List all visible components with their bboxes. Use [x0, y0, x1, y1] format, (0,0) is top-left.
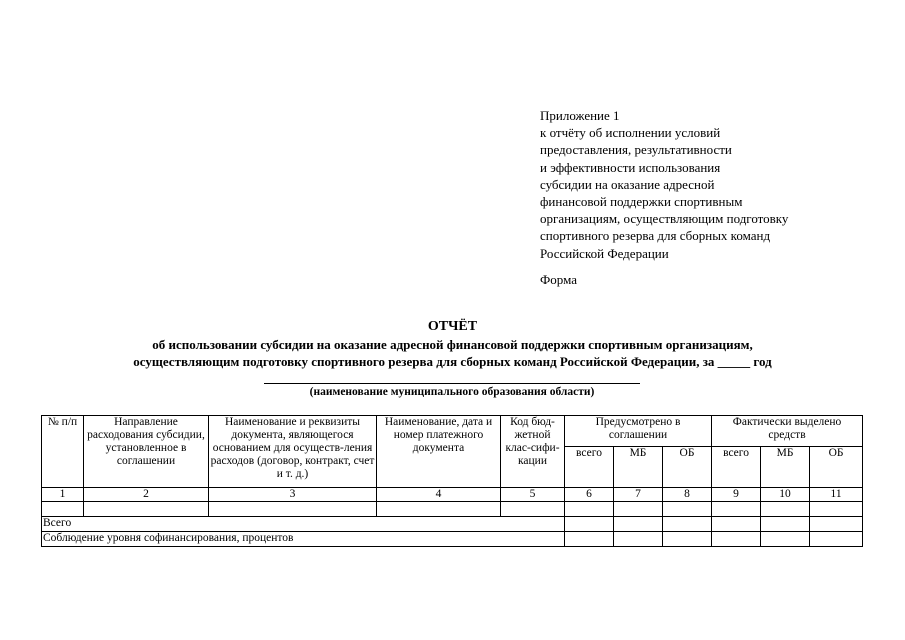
data-cell[interactable] — [663, 502, 712, 517]
data-cell[interactable] — [614, 502, 663, 517]
appendix-line: и эффективности использования — [540, 159, 721, 175]
data-cell[interactable] — [712, 502, 761, 517]
cofinancing-cell[interactable] — [712, 532, 761, 547]
column-number: 8 — [663, 488, 712, 502]
column-number: 4 — [377, 488, 501, 502]
data-cell[interactable] — [42, 502, 84, 517]
data-cell[interactable] — [761, 502, 810, 517]
sub-header-planned-ob: ОБ — [663, 447, 712, 488]
appendix-line: субсидии на оказание адресной — [540, 176, 715, 192]
total-cell[interactable] — [712, 517, 761, 532]
appendix-header — [540, 107, 788, 262]
cofinancing-label: Соблюдение уровня софинансирования, процентов — [42, 532, 565, 547]
total-label: Всего — [42, 517, 565, 532]
header-code: Код бюд-жетной клас-сифи-кации — [501, 416, 565, 488]
report-subtitle-line-2: осуществляющим подготовку спортивного резерва для сборных команд Российской Федерации, за _____ год — [133, 354, 772, 369]
data-cell[interactable] — [501, 502, 565, 517]
appendix-line: Российской Федерации — [540, 245, 669, 261]
report-title: ОТЧЁТ — [427, 319, 478, 334]
appendix-line: предоставления, результативности — [540, 142, 732, 158]
sub-header-actual-total: всего — [712, 447, 761, 488]
total-cell[interactable] — [614, 517, 663, 532]
form-label: Форма — [540, 272, 577, 287]
sub-header-actual-ob: ОБ — [810, 447, 863, 488]
cofinancing-cell[interactable] — [810, 532, 863, 547]
data-cell[interactable] — [209, 502, 377, 517]
header-row — [42, 416, 863, 447]
total-cell[interactable] — [761, 517, 810, 532]
cofinancing-row — [42, 532, 863, 547]
data-cell[interactable] — [810, 502, 863, 517]
header-actual: Фактически выделено средств — [712, 416, 863, 447]
cofinancing-cell[interactable] — [663, 532, 712, 547]
column-number: 9 — [712, 488, 761, 502]
data-cell[interactable] — [565, 502, 614, 517]
total-cell[interactable] — [565, 517, 614, 532]
header-payment: Наименование, дата и номер платежного документа — [377, 416, 501, 488]
data-cell[interactable] — [377, 502, 501, 517]
column-number: 1 — [42, 488, 84, 502]
column-number: 10 — [761, 488, 810, 502]
header-document: Наименование и реквизиты документа, являющегося основанием для осуществ-ления расходов (договор, контракт, счет и т. д.) — [209, 416, 377, 488]
cofinancing-cell[interactable] — [614, 532, 663, 547]
municipality-underline — [264, 383, 640, 384]
column-number: 7 — [614, 488, 663, 502]
total-row — [42, 517, 863, 532]
column-number: 11 — [810, 488, 863, 502]
header-num: № п/п — [42, 416, 84, 488]
total-cell[interactable] — [663, 517, 712, 532]
column-number: 5 — [501, 488, 565, 502]
appendix-line: к отчёту об исполнении условий — [540, 125, 721, 141]
municipality-label: (наименование муниципального образования области) — [309, 386, 595, 398]
column-number: 2 — [84, 488, 209, 502]
report-table — [41, 415, 863, 547]
appendix-line: финансовой поддержки спортивным — [540, 194, 743, 210]
header-planned: Предусмотрено в соглашении — [565, 416, 712, 447]
data-row — [42, 502, 863, 517]
appendix-line: Приложение 1 — [540, 108, 620, 123]
sub-header-actual-mb: МБ — [761, 447, 810, 488]
column-number-row — [42, 488, 863, 502]
header-direction: Направление расходования субсидии, установленное в соглашении — [84, 416, 209, 488]
data-cell[interactable] — [84, 502, 209, 517]
column-number: 6 — [565, 488, 614, 502]
appendix-line: организациям, осуществляющим подготовку — [540, 211, 789, 227]
appendix-line: спортивного резерва для сборных команд — [540, 228, 771, 244]
cofinancing-cell[interactable] — [761, 532, 810, 547]
column-number: 3 — [209, 488, 377, 502]
total-cell[interactable] — [810, 517, 863, 532]
report-subtitle-line-1: об использовании субсидии на оказание адресной финансовой поддержки спортивным организациям, — [152, 337, 753, 352]
cofinancing-cell[interactable] — [565, 532, 614, 547]
sub-header-planned-total: всего — [565, 447, 614, 488]
sub-header-planned-mb: МБ — [614, 447, 663, 488]
